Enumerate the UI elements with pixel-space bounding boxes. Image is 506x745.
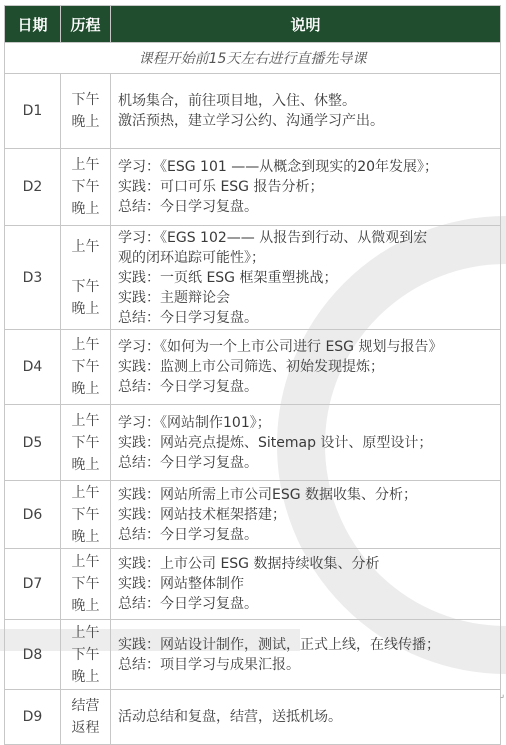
note-row [5, 43, 501, 74]
description-line: 观的闭环追踪可能性》； [118, 249, 265, 266]
table-row [5, 549, 501, 620]
day-label: D4 [5, 330, 61, 405]
time-label: 返程 [71, 720, 100, 736]
time-label: 下午 [71, 646, 100, 663]
time-label: 下午 [71, 359, 100, 375]
description-line: 实践：网站整体制作 [118, 576, 244, 592]
description-line: 总结：今日学习复盘。 [118, 199, 258, 215]
header-schedule: 历程 [61, 6, 111, 43]
time-label: 下午 [71, 576, 100, 592]
description-line: 实践：网站技术框架搭建； [118, 506, 286, 523]
time-label: 上午 [71, 624, 100, 641]
day-label: D6 [5, 481, 61, 549]
time-label: 下午 [71, 179, 100, 195]
table-row [5, 226, 501, 330]
time-label: 晚上 [71, 114, 100, 130]
table-row [5, 620, 501, 690]
description-line: 总结：今日学习复盘。 [118, 526, 258, 543]
time-label: 下午 [71, 434, 100, 451]
time-label: 上午 [71, 412, 100, 429]
description-line: 实践：上市公司 ESG 数据持续收集、分析 [118, 556, 380, 572]
description-line: 活动总结和复盘，结营，送抵机场。 [118, 709, 342, 725]
header-row [5, 6, 501, 43]
time-cell [61, 330, 111, 405]
time-label: 晚上 [71, 668, 100, 685]
day-label: D1 [5, 74, 61, 149]
schedule-table [4, 5, 501, 745]
time-cell [61, 549, 111, 620]
description-line: 实践：网站所需上市公司ESG 数据收集、分析； [118, 486, 418, 503]
description-line: 实践：网站亮点提炼、Sitemap 设计、原型设计； [118, 434, 433, 451]
description-line: 总结：项目学习与成果汇报。 [118, 656, 300, 673]
time-label: 下午 [71, 278, 100, 295]
description-line: 实践：一页纸 ESG 框架重塑挑战； [118, 269, 338, 286]
description-line: 学习：《EGS 102—— 从报告到行动、从微观到宏 [118, 229, 428, 246]
description-cell [111, 620, 501, 690]
description-cell [111, 549, 501, 620]
time-cell [61, 690, 111, 745]
description-line: 学习：《网站制作101》； [118, 414, 271, 431]
time-label: 晚上 [71, 381, 100, 397]
corner-mark: ⌟ [500, 690, 505, 700]
time-cell [61, 226, 111, 330]
time-cell [61, 74, 111, 149]
description-cell [111, 481, 501, 549]
day-label: D8 [5, 620, 61, 690]
day-label: D5 [5, 405, 61, 481]
description-line: 实践：主题辩论会 [118, 289, 230, 306]
table-row [5, 481, 501, 549]
time-label: 上午 [71, 554, 100, 570]
table-row [5, 149, 501, 226]
time-label: 上午 [71, 238, 100, 255]
time-cell [61, 620, 111, 690]
time-label: 晚上 [71, 528, 100, 545]
pre-course-note: 课程开始前15天左右进行直播先导课 [5, 43, 501, 74]
description-line: 实践：监测上市公司筛选、初始发现提炼； [118, 359, 384, 375]
day-label: D3 [5, 226, 61, 330]
table-row [5, 74, 501, 149]
time-label: 晚上 [71, 201, 100, 217]
table-row [5, 690, 501, 745]
time-label: 结营 [71, 698, 100, 714]
description-line: 总结：今日学习复盘。 [118, 309, 258, 326]
time-label: 上午 [71, 484, 100, 501]
day-label: D7 [5, 549, 61, 620]
time-cell [61, 481, 111, 549]
description-cell [111, 405, 501, 481]
day-label: D2 [5, 149, 61, 226]
description-line: 实践：网站设计制作，测试，正式上线，在线传播； [118, 636, 440, 653]
time-cell [61, 405, 111, 481]
header-date: 日期 [5, 6, 61, 43]
day-label: D9 [5, 690, 61, 745]
table-row [5, 405, 501, 481]
description-cell [111, 330, 501, 405]
time-label: 下午 [71, 92, 100, 108]
description-cell [111, 149, 501, 226]
time-cell [61, 149, 111, 226]
description-line: 学习：《如何为一个上市公司进行 ESG 规划与报告》 [118, 339, 443, 355]
description-line: 总结：今日学习复盘。 [118, 379, 258, 395]
description-line: 机场集合，前往项目地，入住、休整。 [118, 93, 356, 109]
time-label: 晚上 [71, 598, 100, 614]
time-label: 晚上 [71, 300, 100, 317]
table-row [5, 330, 501, 405]
description-line: 总结：今日学习复盘。 [118, 596, 258, 612]
time-label: 下午 [71, 506, 100, 523]
description-cell [111, 226, 501, 330]
time-label: 上午 [71, 157, 100, 173]
description-line: 总结：今日学习复盘。 [118, 454, 258, 471]
header-description: 说明 [111, 6, 501, 43]
description-cell [111, 690, 501, 745]
time-label: 上午 [71, 337, 100, 353]
description-line: 学习：《ESG 101 ——从概念到现实的20年发展》； [118, 159, 439, 175]
description-cell [111, 74, 501, 149]
description-line: 激活预热，建立学习公约、沟通学习产出。 [118, 113, 384, 129]
description-line: 实践：可口可乐 ESG 报告分析； [118, 179, 324, 195]
time-label: 晚上 [71, 456, 100, 473]
